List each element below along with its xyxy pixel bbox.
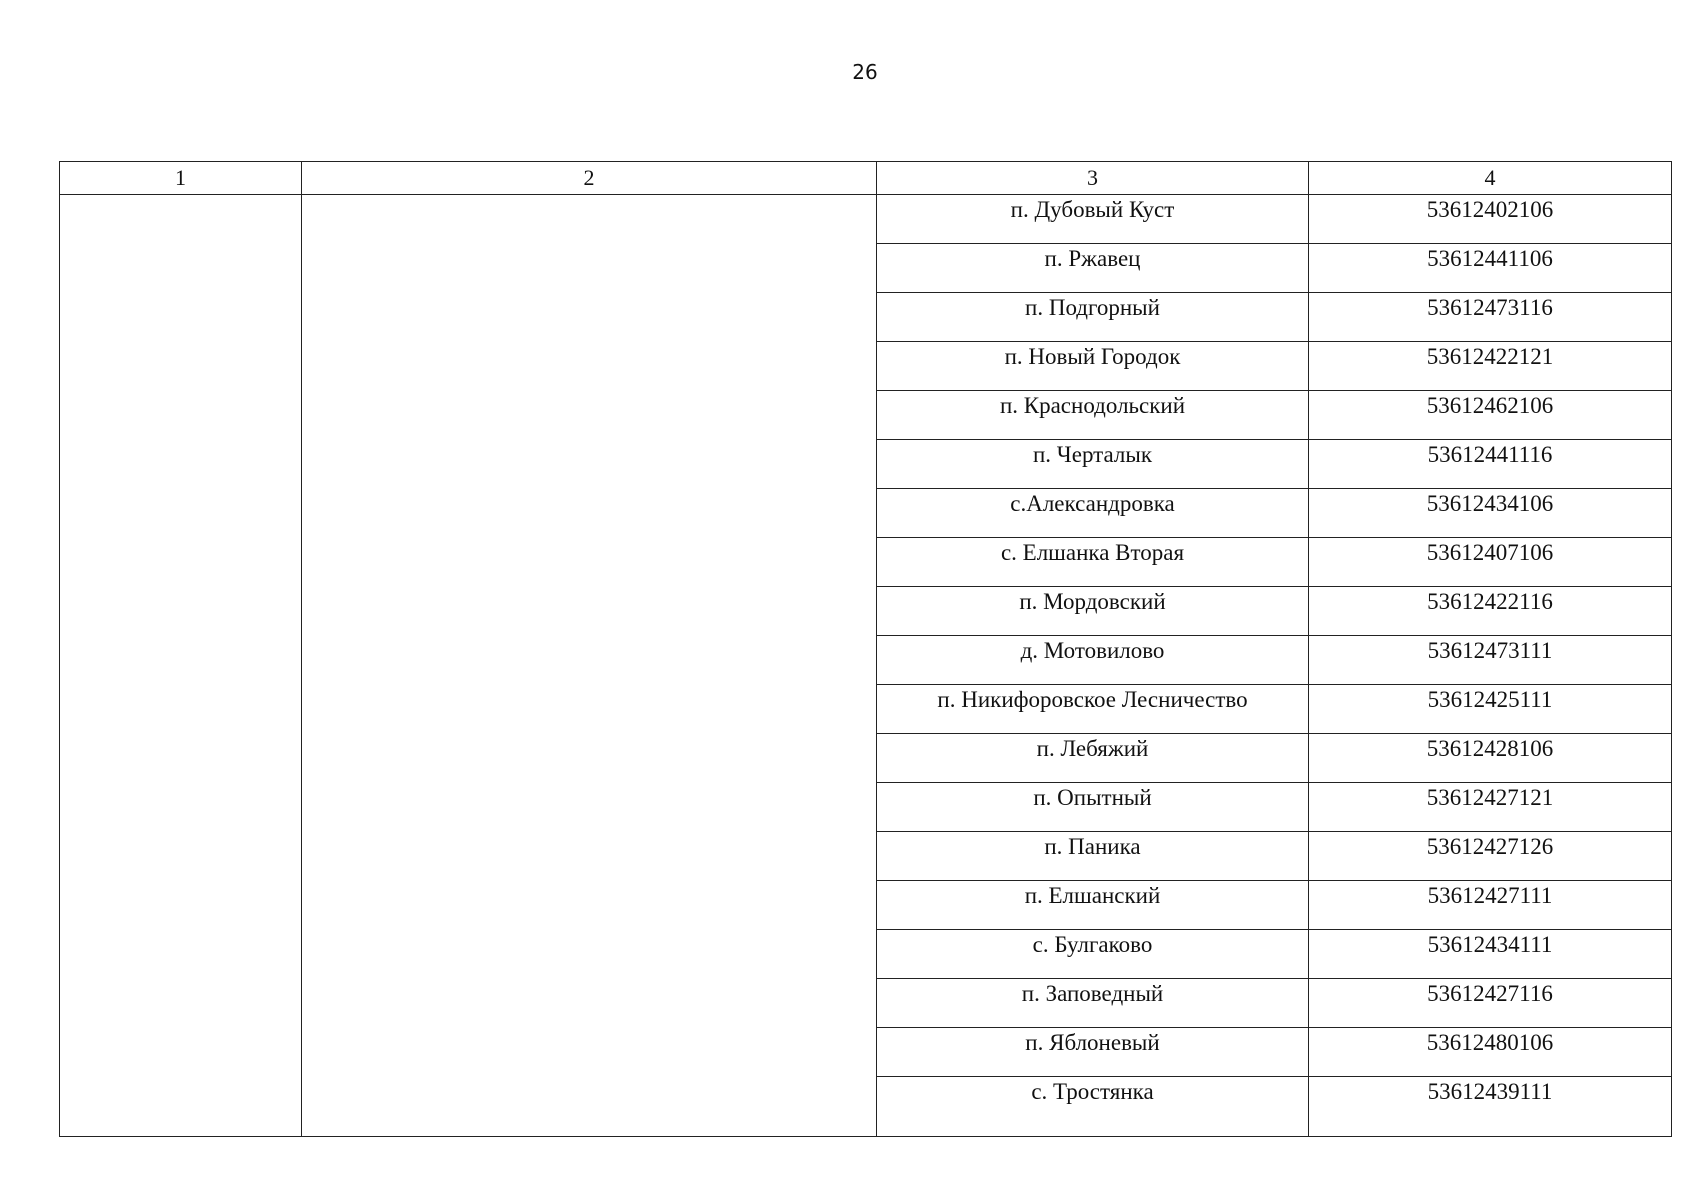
settlement-name-cell: п. Заповедный: [877, 979, 1309, 1028]
settlement-name-cell: п. Черталык: [877, 440, 1309, 489]
settlement-code-cell: 53612480106: [1309, 1028, 1672, 1077]
settlement-name-cell: п. Новый Городок: [877, 342, 1309, 391]
settlement-code-cell: 53612407106: [1309, 538, 1672, 587]
settlement-code-cell: 53612422116: [1309, 587, 1672, 636]
settlement-name-cell: п. Ржавец: [877, 244, 1309, 293]
header-row: [60, 162, 1672, 195]
settlement-name-cell: п. Лебяжий: [877, 734, 1309, 783]
settlement-code-cell: 53612425111: [1309, 685, 1672, 734]
settlement-name-cell: п. Елшанский: [877, 881, 1309, 930]
settlement-code-cell: 53612462106: [1309, 391, 1672, 440]
settlements-table: [59, 161, 1672, 1137]
settlement-name-cell: п. Краснодольский: [877, 391, 1309, 440]
settlement-name-cell: п. Подгорный: [877, 293, 1309, 342]
settlement-code-cell: 53612439111: [1309, 1077, 1672, 1137]
table-row: [60, 195, 1672, 244]
settlement-code-cell: 53612422121: [1309, 342, 1672, 391]
settlement-name-cell: с. Елшанка Вторая: [877, 538, 1309, 587]
settlement-name-cell: п. Дубовый Куст: [877, 195, 1309, 244]
settlement-name-cell: с.Александровка: [877, 489, 1309, 538]
page-number: 26: [852, 60, 878, 84]
settlement-name-cell: с. Булгаково: [877, 930, 1309, 979]
settlement-name-cell: п. Паника: [877, 832, 1309, 881]
settlement-code-cell: 53612428106: [1309, 734, 1672, 783]
header-col-1: 1: [60, 162, 302, 195]
header-col-3: 3: [877, 162, 1309, 195]
header-col-4: 4: [1309, 162, 1672, 195]
merged-cell-col-1: [60, 195, 302, 1137]
settlement-code-cell: 53612427111: [1309, 881, 1672, 930]
settlement-code-cell: 53612441106: [1309, 244, 1672, 293]
settlement-code-cell: 53612434111: [1309, 930, 1672, 979]
settlement-code-cell: 53612427121: [1309, 783, 1672, 832]
settlement-name-cell: п. Никифоровское Лесничество: [877, 685, 1309, 734]
settlement-name-cell: п. Яблоневый: [877, 1028, 1309, 1077]
settlement-code-cell: 53612427126: [1309, 832, 1672, 881]
settlement-code-cell: 53612427116: [1309, 979, 1672, 1028]
settlement-code-cell: 53612434106: [1309, 489, 1672, 538]
table-header: [60, 162, 1672, 195]
settlement-code-cell: 53612473116: [1309, 293, 1672, 342]
settlement-name-cell: п. Опытный: [877, 783, 1309, 832]
table-body: [60, 195, 1672, 1137]
settlement-code-cell: 53612441116: [1309, 440, 1672, 489]
settlement-name-cell: д. Мотовилово: [877, 636, 1309, 685]
merged-cell-col-2: [302, 195, 877, 1137]
settlement-code-cell: 53612473111: [1309, 636, 1672, 685]
settlement-code-cell: 53612402106: [1309, 195, 1672, 244]
header-col-2: 2: [302, 162, 877, 195]
settlement-name-cell: п. Мордовский: [877, 587, 1309, 636]
settlement-name-cell: с. Тростянка: [877, 1077, 1309, 1137]
